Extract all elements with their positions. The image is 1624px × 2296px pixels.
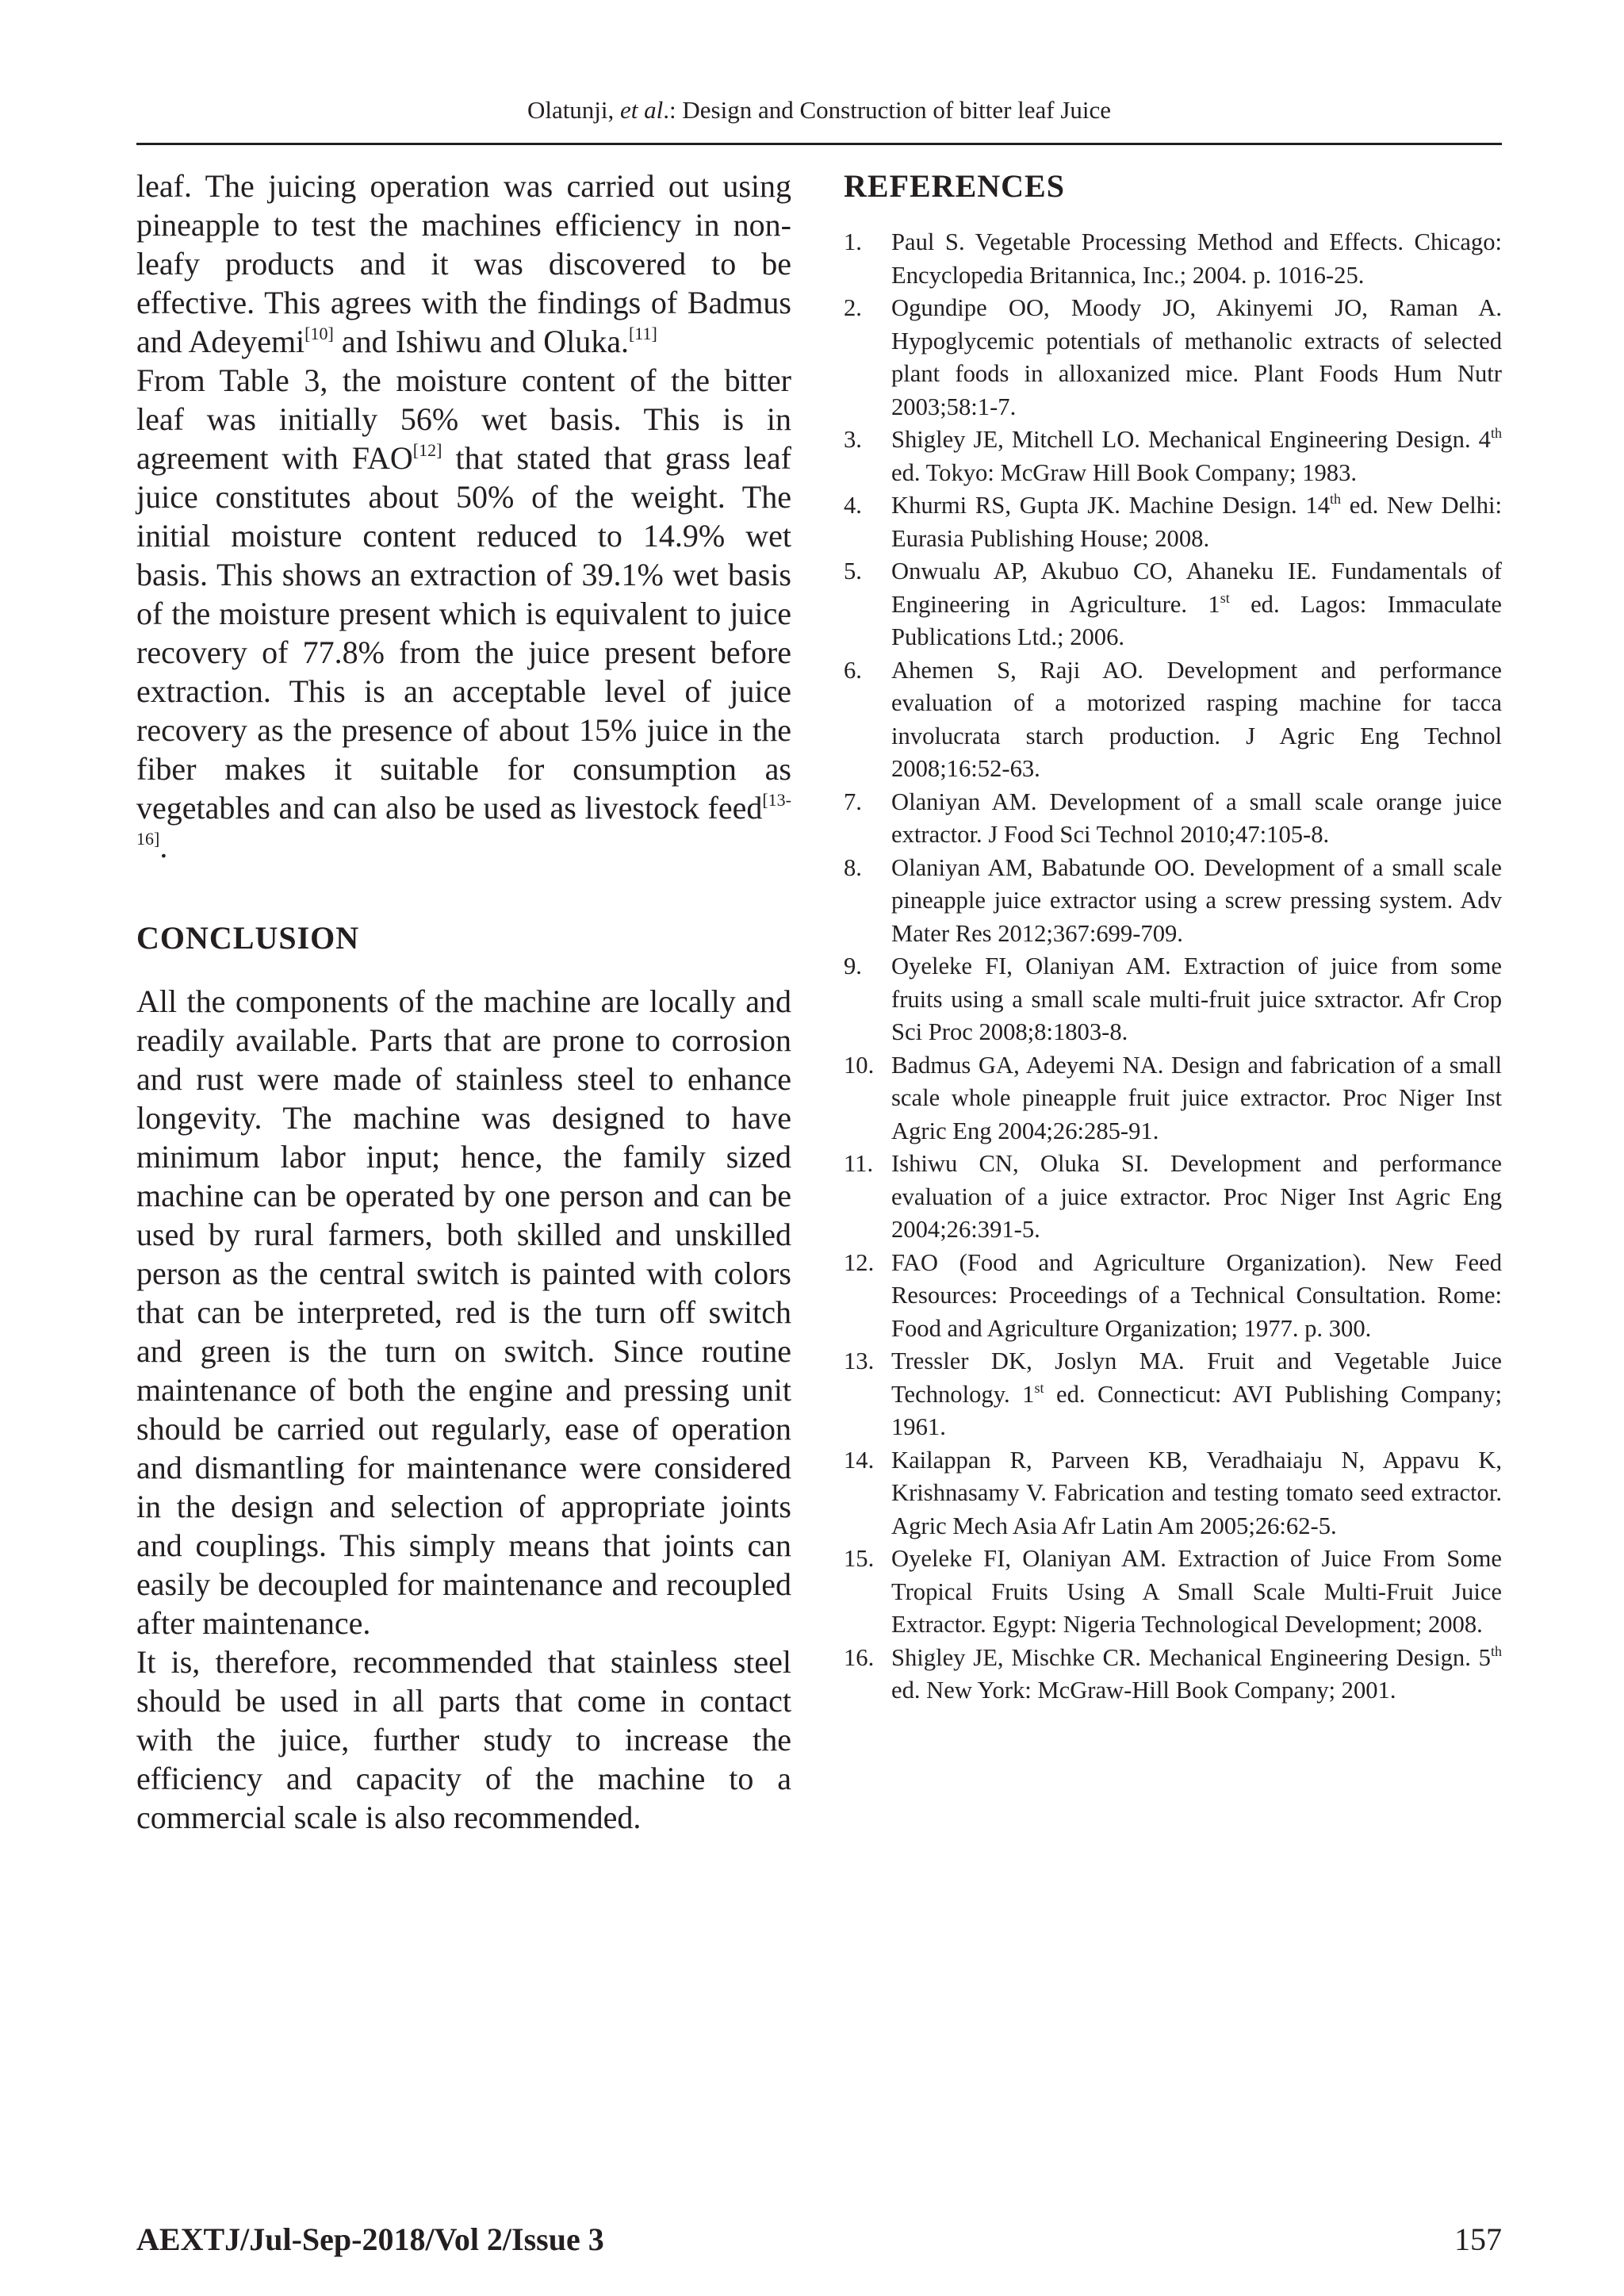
- running-head: [136, 94, 1502, 126]
- reference-item: [844, 292, 1502, 424]
- paragraph-text: From Table 3, the moisture content of the bitter leaf was initially 56% wet basis. This is in agreement with FAO: [136, 362, 791, 476]
- reference-item: [844, 950, 1502, 1049]
- paragraph-moisture-content: [136, 361, 791, 866]
- reference-number: 12.: [844, 1248, 875, 1276]
- reference-text: Khurmi RS, Gupta JK. Machine Design. 14: [891, 492, 1331, 519]
- reference-text: Paul S. Vegetable Processing Method and Effects. Chicago: Encyclopedia Britannica, Inc.; 2004. p. 1016-25.: [891, 228, 1502, 289]
- reference-text: ed. Tokyo: McGraw Hill Book Company; 1983.: [891, 458, 1358, 486]
- reference-text: ed. New Delhi: Eurasia Publishing House; 2008.: [891, 492, 1502, 552]
- reference-item: [844, 1345, 1502, 1444]
- citation: [11]: [628, 324, 657, 343]
- reference-item: [844, 424, 1502, 489]
- citation: [12]: [412, 440, 442, 460]
- citation: [13-16]: [136, 790, 791, 849]
- reference-text: Ishiwu CN, Oluka SI. Development and performance evaluation of a juice extractor. Proc Niger Inst Agric Eng 2004;26:391-5.: [891, 1150, 1502, 1243]
- reference-text: ed. Lagos: Immaculate Publications Ltd.; 2006.: [891, 590, 1502, 650]
- right-column: [844, 167, 1502, 1708]
- reference-number: 16.: [844, 1643, 875, 1671]
- paragraph-recommendation: It is, therefore, recommended that stainless steel should be used in all parts that come in contact with the juice, further study to increase the efficiency and capacity of the machine to a commercial scale is also recommended.: [136, 1644, 791, 1835]
- reference-item: [844, 786, 1502, 852]
- reference-item: [844, 1049, 1502, 1148]
- reference-item: [844, 226, 1502, 292]
- citation: [10]: [304, 324, 334, 343]
- reference-number: 9.: [844, 953, 862, 979]
- paragraph-text: leaf. The juicing operation was carried out using pineapple to test the machines efficiency in non-leafy products and it was discovered to be effective. This agrees with the findings of Badmus and Adeyemi: [136, 168, 791, 359]
- reference-text: Kailappan R, Parveen KB, Veradhaiaju N, Appavu K, Krishnasamy V. Fabrication and testing tomato seed extractor. Agric Mech Asia Afr Latin Am 2005;26:62-5.: [891, 1446, 1502, 1539]
- reference-item: [844, 852, 1502, 951]
- paragraph-text: .: [159, 829, 168, 864]
- reference-text: Shigley JE, Mitchell LO. Mechanical Engineering Design. 4: [891, 426, 1491, 453]
- reference-number: 14.: [844, 1446, 875, 1474]
- reference-text: Ogundipe OO, Moody JO, Akinyemi JO, Raman A. Hypoglycemic potentials of methanolic extracts of selected plant foods in alloxanized mice. Plant Foods Hum Nutr 2003;58:1-7.: [891, 294, 1502, 420]
- reference-text: Oyeleke FI, Olaniyan AM. Extraction of Juice From Some Tropical Fruits Using A Small Scale Multi-Fruit Juice Extractor. Egypt: Nigeria Technological Development; 2008.: [891, 1545, 1502, 1638]
- reference-number: 11.: [844, 1150, 874, 1177]
- reference-item: [844, 654, 1502, 786]
- reference-item: [844, 1642, 1502, 1708]
- reference-item: [844, 1543, 1502, 1642]
- conclusion-heading: CONCLUSION: [136, 920, 360, 956]
- reference-number: 2.: [844, 294, 862, 321]
- reference-item: [844, 1247, 1502, 1346]
- reference-text: Olaniyan AM. Development of a small scale orange juice extractor. J Food Sci Technol 2010;47:105-8.: [891, 788, 1502, 848]
- reference-number: 6.: [844, 656, 862, 684]
- reference-item: [844, 555, 1502, 654]
- reference-number: 7.: [844, 788, 862, 815]
- edition-superscript: th: [1330, 491, 1342, 507]
- reference-text: ed. Connecticut: AVI Publishing Company; 1961.: [891, 1380, 1502, 1440]
- reference-item: [844, 1444, 1502, 1543]
- reference-item: [844, 489, 1502, 555]
- reference-text: Tressler DK, Joslyn MA. Fruit and Vegetable Juice Technology. 1: [891, 1347, 1502, 1408]
- left-column: [136, 167, 791, 1837]
- reference-number: 15.: [844, 1545, 875, 1572]
- paragraph-conclusion: All the components of the machine are locally and readily available. Parts that are prone to corrosion and rust were made of stainless steel to enhance longevity. The machine was designed to have minimum labor input; hence, the family sized machine can be operated by one person and can be used by rural farmers, both skilled and unskilled person as the central switch is painted with colors that can be interpreted, red is the turn off switch and green is the turn on switch. Since routine maintenance of both the engine and pressing unit should be carried out regularly, ease of operation and dismantling for maintenance were considered in the design and selection of appropriate joints and couplings. This simply means that joints can easily be decoupled for maintenance and recoupled after maintenance.: [136, 983, 791, 1641]
- reference-number: 10.: [844, 1051, 875, 1079]
- references-list: [844, 226, 1502, 1708]
- reference-text: ed. New York: McGraw-Hill Book Company; 2001.: [891, 1677, 1396, 1704]
- footer-journal-issue: AEXTJ/Jul-Sep-2018/Vol 2/Issue 3: [136, 2221, 604, 2257]
- reference-text: Ahemen S, Raji AO. Development and performance evaluation of a motorized rasping machine for tacca involucrata starch production. J Agric Eng Technol 2008;16:52-63.: [891, 656, 1502, 782]
- running-head-etal: et al: [620, 96, 664, 124]
- reference-text: Oyeleke FI, Olaniyan AM. Extraction of juice from some fruits using a small scale multi-fruit juice sxtractor. Afr Crop Sci Proc 2008;8:1803-8.: [891, 953, 1502, 1045]
- reference-text: Onwualu AP, Akubuo CO, Ahaneku IE. Fundamentals of Engineering in Agriculture. 1: [891, 558, 1502, 618]
- reference-text: Olaniyan AM, Babatunde OO. Development of a small scale pineapple juice extractor using a screw pressing system. Adv Mater Res 2012;367:699-709.: [891, 853, 1502, 947]
- edition-superscript: th: [1490, 425, 1502, 441]
- reference-text: Badmus GA, Adeyemi NA. Design and fabrication of a small scale whole pineapple fruit juice extractor. Proc Niger Inst Agric Eng 2004;26:285-91.: [891, 1051, 1502, 1144]
- reference-number: 13.: [844, 1347, 875, 1374]
- running-head-title: .: Design and Construction of bitter leaf Juice: [663, 96, 1112, 124]
- reference-number: 5.: [844, 558, 862, 585]
- reference-text: FAO (Food and Agriculture Organization). New Feed Resources: Proceedings of a Technical Consultation. Rome: Food and Agriculture Organization; 1977. p. 300.: [891, 1248, 1502, 1342]
- paragraph-results-continued: [136, 167, 791, 361]
- page-number: 157: [1454, 2221, 1502, 2257]
- header-rule: [136, 143, 1502, 145]
- edition-superscript: th: [1490, 1642, 1502, 1659]
- running-head-author: Olatunji,: [527, 96, 615, 124]
- paragraph-text: and Ishiwu and Oluka.: [333, 324, 629, 359]
- edition-superscript: st: [1034, 1379, 1044, 1396]
- reference-text: Shigley JE, Mischke CR. Mechanical Engineering Design. 5: [891, 1643, 1491, 1671]
- paragraph-text: that stated that grass leaf juice constitutes about 50% of the weight. The initial moisture content reduced to 14.9% wet basis. This shows an extraction of 39.1% wet basis of the moisture present which is equivalent to juice recovery of 77.8% from the juice present before extraction. This is an acceptable level of juice recovery as the presence of about 15% juice in the fiber makes it suitable for consumption as vegetables and can also be used as livestock feed: [136, 440, 791, 826]
- edition-superscript: st: [1220, 589, 1230, 606]
- reference-number: 4.: [844, 492, 862, 519]
- reference-item: [844, 1148, 1502, 1247]
- references-heading: REFERENCES: [844, 168, 1065, 204]
- reference-number: 8.: [844, 853, 862, 881]
- reference-number: 3.: [844, 426, 862, 453]
- reference-number: 1.: [844, 228, 862, 255]
